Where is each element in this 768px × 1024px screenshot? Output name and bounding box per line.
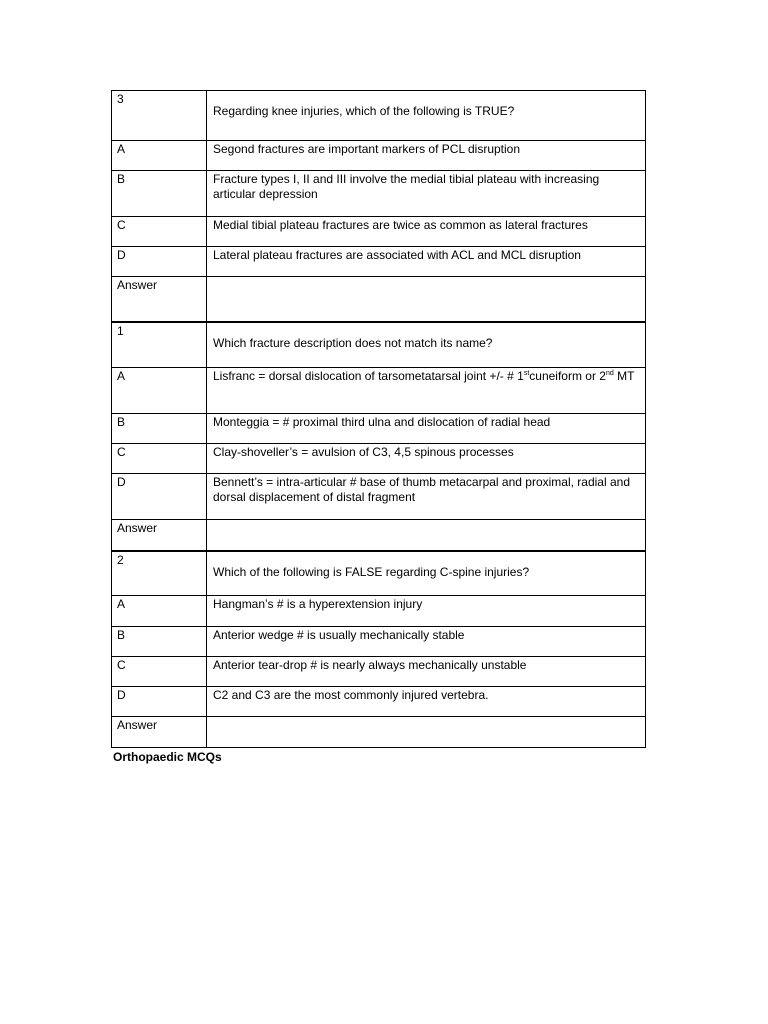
superscript: nd [605,370,614,377]
answer-row [112,277,646,322]
question-row [112,91,646,141]
option-text: Segond fractures are important markers of PCL disruption [207,141,646,171]
option-text: Fracture types I, II and III involve the medial tibial plateau with increasing articular depression [207,171,646,217]
answer-row [112,520,646,551]
option-row [112,368,646,414]
option-text: C2 and C3 are the most commonly injured vertebra. [207,687,646,717]
option-text-part: MT [613,369,635,383]
option-label: D [112,474,207,520]
option-row [112,596,646,627]
option-text: Anterior tear-drop # is nearly always mechanically unstable [207,657,646,687]
option-label: A [112,596,207,627]
answer-field [207,717,646,748]
option-text-part: Lisfranc = dorsal dislocation of tarsometatarsal joint +/- # 1 [213,369,524,383]
option-label: B [112,171,207,217]
option-row [112,444,646,474]
question-row [112,551,646,596]
option-label: C [112,657,207,687]
option-label: D [112,687,207,717]
option-row [112,627,646,657]
option-label: D [112,247,207,277]
question-number: 3 [112,91,207,141]
option-row [112,687,646,717]
option-text: Monteggia = # proximal third ulna and dislocation of radial head [207,414,646,444]
option-row [112,657,646,687]
question-stem: Regarding knee injuries, which of the following is TRUE? [207,91,646,141]
answer-field [207,520,646,551]
option-label: C [112,217,207,247]
option-row [112,217,646,247]
superscript: st [523,370,530,377]
question-number: 1 [112,322,207,368]
option-text: Bennett’s = intra-articular # base of thumb metacarpal and proximal, radial and dorsal displacement of distal fragment [207,474,646,520]
answer-label: Answer [112,520,207,551]
option-label: B [112,414,207,444]
answer-label: Answer [112,717,207,748]
option-row [112,414,646,444]
option-label: C [112,444,207,474]
question-stem: Which of the following is FALSE regarding C-spine injuries? [207,551,646,596]
option-label: B [112,627,207,657]
option-row [112,171,646,217]
option-text-part: cuneiform or 2 [529,369,606,383]
answer-field [207,277,646,322]
option-text [207,368,646,414]
option-text: Lateral plateau fractures are associated with ACL and MCL disruption [207,247,646,277]
option-label: A [112,368,207,414]
option-text: Hangman’s # is a hyperextension injury [207,596,646,627]
question-row [112,322,646,368]
question-stem: Which fracture description does not match its name? [207,322,646,368]
option-text: Clay-shoveller’s = avulsion of C3, 4,5 spinous processes [207,444,646,474]
option-text: Medial tibial plateau fractures are twice as common as lateral fractures [207,217,646,247]
question-number: 2 [112,551,207,596]
option-row [112,474,646,520]
answer-row [112,717,646,748]
option-text: Anterior wedge # is usually mechanically stable [207,627,646,657]
option-label: A [112,141,207,171]
answer-label: Answer [112,277,207,322]
mcq-table [111,90,646,748]
option-row [112,141,646,171]
document-footer-title: Orthopaedic MCQs [113,750,222,764]
option-row [112,247,646,277]
